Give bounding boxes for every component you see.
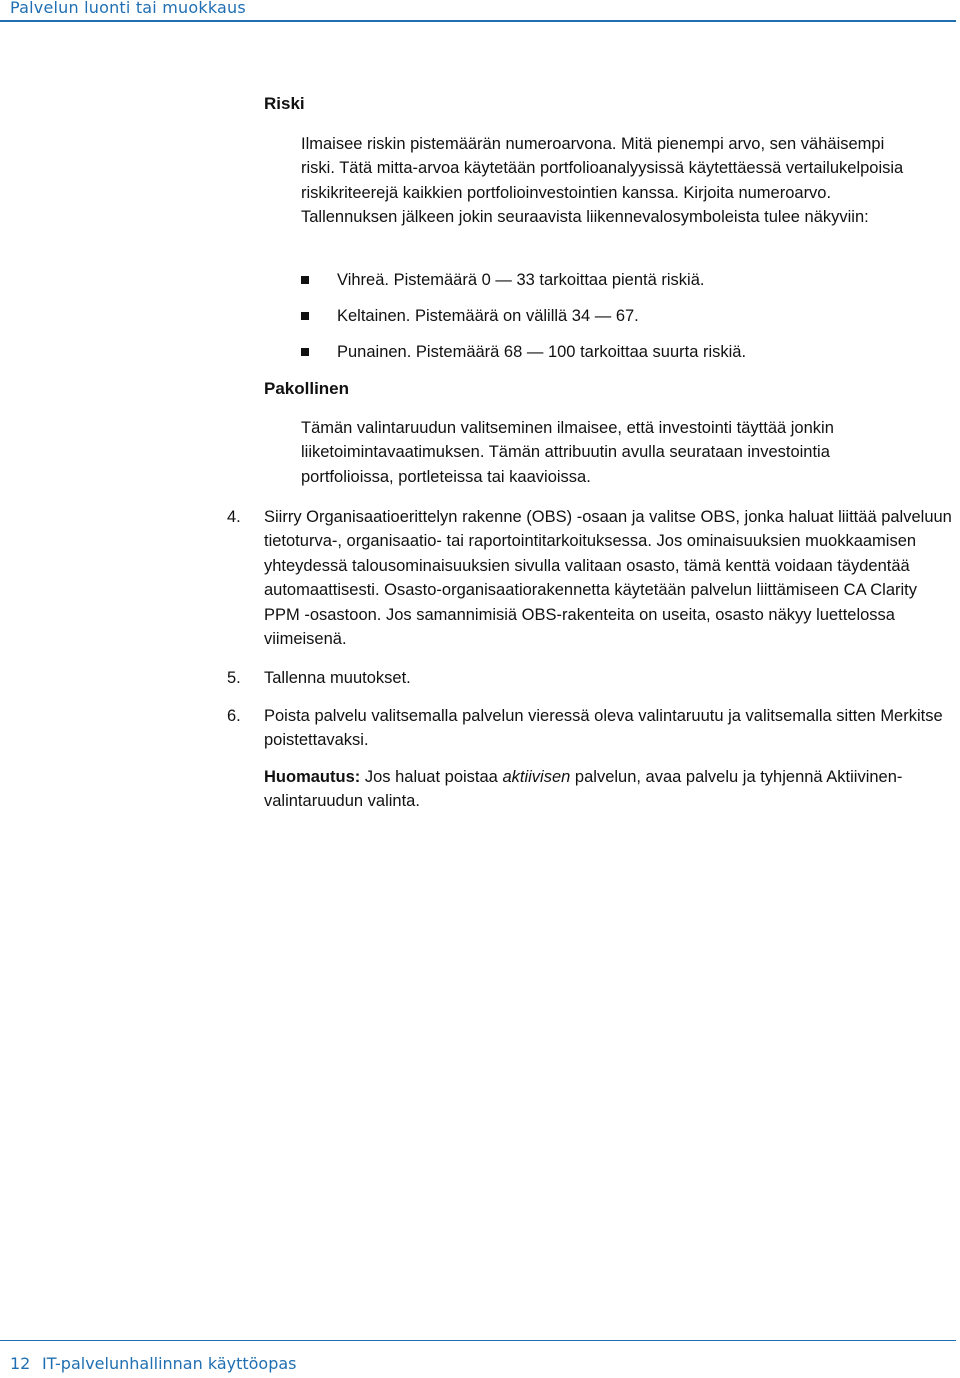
step-text: Tallenna muutokset. — [264, 669, 411, 687]
note-paragraph — [264, 765, 954, 814]
bullet-square-icon — [301, 276, 309, 284]
note-text-before: Jos haluat poistaa — [364, 768, 498, 786]
step-text: Siirry Organisaatioerittelyn rakenne (OBS) -osaan ja valitse OBS, jonka haluat liittää palveluun tietoturva-, organisaatio- tai raportointitarkoituksessa. Jos ominaisuuksien muokkaamisen yhteydessä talousominaisuuksien sivulla valitaan osasto, tämä kenttä voidaan täydentää automaattisesti. Osasto-organisaatiorakennetta käytetään palvelun liittämiseen CA Clarity PPM -osastoon. Jos samannimisiä OBS-rakenteita on useita, osasto näkyy luettelossa viimeisenä. — [264, 508, 952, 649]
header-rule — [0, 20, 956, 22]
step-number: 6. — [227, 707, 241, 725]
bullet-text: Keltainen. Pistemäärä on välillä 34 — 67. — [337, 307, 639, 325]
page-footer — [0, 1340, 960, 1378]
definition-riski: Ilmaisee riskin pistemäärän numeroarvona. Mitä pienempi arvo, sen vähäisempi riski. Tätä mitta-arvoa käytetään portfolioanalyysissä käytettäessä vertailukelpoisia riskikriteerejä kaikkien portfolioinvestointien kanssa. Kirjoita numeroarvo. Tallennuksen jälkeen jokin seuraavista liikennevalosymboleista tulee näkyviin: — [301, 135, 904, 227]
footer-title: IT-palvelunhallinnan käyttöopas — [42, 1354, 297, 1373]
bullet-text: Punainen. Pistemäärä 68 — 100 tarkoittaa suurta riskiä. — [337, 343, 747, 361]
page-header — [0, 0, 960, 22]
step-number: 4. — [227, 508, 241, 526]
bullet-text: Vihreä. Pistemäärä 0 — 33 tarkoittaa pientä riskiä. — [337, 271, 705, 289]
note-emphasis: aktiivisen — [502, 768, 571, 786]
note-label: Huomautus: — [264, 768, 361, 786]
definition-pakollinen: Tämän valintaruudun valitseminen ilmaisee, että investointi täyttää jonkin liiketoimintavaatimuksen. Tämän attribuutin avulla seurataan investointia portfolioissa, portleteissa tai kaavioissa. — [301, 419, 834, 486]
term-pakollinen: Pakollinen — [264, 379, 350, 398]
step-text: Poista palvelu valitsemalla palvelun vieressä oleva valintaruutu ja valitsemalla sitten Merkitse poistettavaksi. — [264, 707, 943, 750]
bullet-square-icon — [301, 312, 309, 320]
step-number: 5. — [227, 669, 241, 687]
term-riski: Riski — [264, 94, 305, 113]
page-number: 12 — [10, 1354, 31, 1373]
running-header-title: Palvelun luonti tai muokkaus — [10, 0, 246, 17]
footer-rule — [0, 1340, 956, 1341]
bullet-square-icon — [301, 348, 309, 356]
note-text-after: palvelun, avaa palvelu ja tyhjennä Aktiivinen-valintaruudun valinta. — [264, 768, 903, 811]
